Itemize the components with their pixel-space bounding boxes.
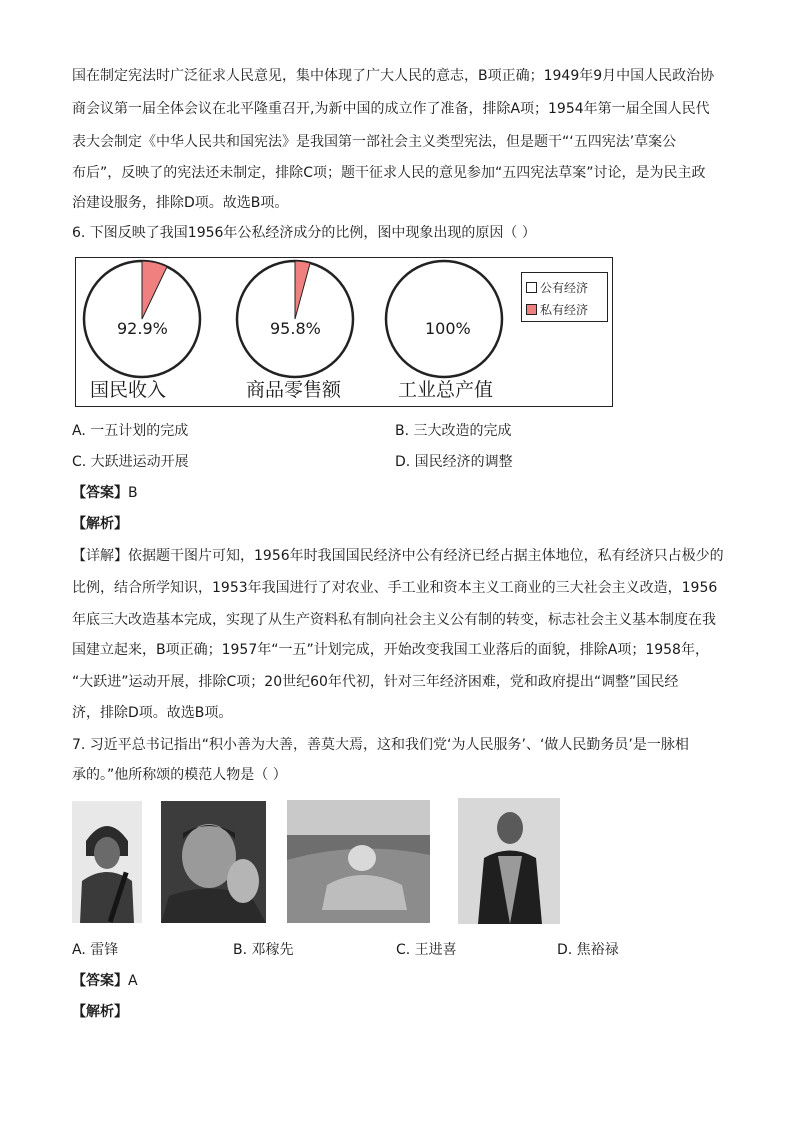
q6-option-c: C. 大跃进运动开展 (72, 454, 189, 470)
legend-public (526, 278, 588, 296)
intro-line-4: 布后”，反映了的宪法还未制定，排除C项；题干征求人民的意见参加“五四宪法草案”讨论，是为民主政 (72, 165, 706, 181)
q6-answer (72, 483, 138, 503)
intro-line-1: 国在制定宪法时广泛征求人民意见，集中体现了广大人民的意志，B项正确；1949年9月中国人民政治协 (72, 68, 715, 84)
chart-legend (521, 272, 608, 322)
q7-answer (72, 971, 138, 991)
intro-line-5: 治建设服务，排除D项。故选B项。 (72, 195, 289, 211)
q6-stem: 6. 下图反映了我国1956年公私经济成分的比例，图中现象出现的原因（ ） (72, 225, 536, 241)
pie-1-value-label: 92.9% (117, 319, 168, 338)
legend-private (526, 300, 588, 318)
pie-3-caption: 工业总产值 (398, 379, 494, 401)
q6-detail-line-3: 年底三大改造基本完成，实现了从生产资料私有制向社会主义公有制的转变，标志社会主义基本制度在我 (72, 612, 716, 628)
q6-detail-line-5: “大跃进”运动开展，排除C项；20世纪60年代初，针对三年经济困难，党和政府提出“调整”国民经 (72, 674, 679, 690)
legend-private-label: 私有经济 (540, 302, 589, 317)
intro-line-2: 商会议第一届全体会议在北平隆重召开,为新中国的成立作了准备，排除A项；1954年第一届全国人民代 (72, 101, 710, 117)
q6-answer-label: 【答案】 (72, 485, 128, 501)
photo-option-d (458, 798, 560, 924)
q7-option-d: D. 焦裕禄 (557, 942, 619, 958)
q6-answer-value: B (128, 485, 138, 501)
photo-option-c (287, 800, 430, 923)
q7-answer-value: A (128, 973, 138, 989)
pie-2-caption: 商品零售额 (246, 379, 342, 401)
photo-d-image (458, 798, 560, 924)
q6-analysis-label: 【解析】 (72, 516, 128, 532)
pie-2-value-label: 95.8% (270, 319, 321, 338)
pie-1-caption: 国民收入 (90, 379, 167, 401)
q7-option-c: C. 王进喜 (396, 942, 457, 958)
q7-option-b: B. 邓稼先 (233, 942, 294, 958)
pie-3-value-label: 100% (425, 319, 471, 338)
photo-a-image (72, 801, 142, 923)
photo-b-image (161, 801, 266, 923)
q6-detail-line-6: 济，排除D项。故选B项。 (72, 705, 233, 721)
q7-stem-line-2: 承的。”他所称颂的模范人物是（ ） (72, 767, 287, 783)
q6-option-d: D. 国民经济的调整 (395, 454, 513, 470)
legend-public-swatch (526, 282, 537, 293)
photo-option-b (161, 801, 266, 923)
q7-analysis-label: 【解析】 (72, 1004, 128, 1020)
q6-detail-line-4: 国建立起来，B项正确；1957年“一五”计划完成，开始改变我国工业落后的面貌，排除A项；1958年， (72, 642, 709, 658)
q6-option-a: A. 一五计划的完成 (72, 423, 189, 439)
intro-line-3: 表大会制定《中华人民共和国宪法》是我国第一部社会主义类型宪法，但是题干“‘五四宪法’草案公 (72, 134, 677, 150)
legend-private-swatch (526, 304, 537, 315)
q6-option-b: B. 三大改造的完成 (395, 423, 512, 439)
photo-c-image (287, 800, 430, 923)
q7-stem-line-1: 7. 习近平总书记指出“积小善为大善，善莫大焉，这和我们党‘为人民服务’、‘做人民勤务员’是一脉相 (72, 737, 689, 753)
q7-option-a: A. 雷锋 (72, 942, 119, 958)
q6-detail-line-1: 【详解】依据题干图片可知，1956年时我国国民经济中公有经济已经占据主体地位，私有经济只占极少的 (72, 548, 724, 564)
legend-public-label: 公有经济 (540, 280, 589, 295)
photo-option-a (72, 801, 142, 923)
q7-answer-label: 【答案】 (72, 973, 128, 989)
pie-chart-figure (75, 257, 613, 407)
q6-detail-line-2: 比例，结合所学知识，1953年我国进行了对农业、手工业和资本主义工商业的三大社会主义改造，1956 (72, 580, 718, 596)
